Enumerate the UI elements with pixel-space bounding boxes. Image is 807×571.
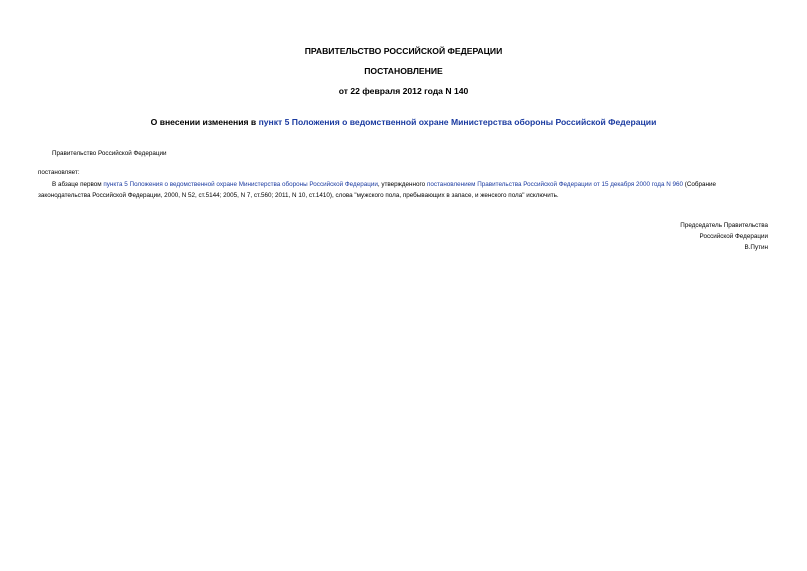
signature-line-1: Председатель Правительства (680, 222, 768, 229)
title-link[interactable]: пункт 5 Положения о ведомственной охране Министерства обороны Российской Федерации (258, 117, 657, 127)
title-prefix: О внесении изменения в (150, 117, 259, 127)
decree-link[interactable]: постановлением Правительства Российской Федерации от 15 декабря 2000 года N 960 (426, 181, 684, 188)
regulation-link[interactable]: пункта 5 Положения о ведомственной охране Министерства обороны Российской Федерации (103, 181, 378, 188)
date-number-heading: от 22 февраля 2012 года N 140 (338, 86, 469, 96)
document-title (0, 117, 807, 128)
signature-block (680, 221, 768, 253)
authority-heading: ПРАВИТЕЛЬСТВО РОССИЙСКОЙ ФЕДЕРАЦИИ (304, 46, 503, 56)
resolves-text: постановляет: (38, 169, 80, 176)
para-mid: , утвержденного (377, 181, 427, 188)
signature-name: В.Путин (744, 243, 768, 251)
para-prefix: В абзаце первом (52, 181, 104, 188)
main-paragraph (38, 180, 770, 202)
document-type-heading: ПОСТАНОВЛЕНИЕ (364, 66, 443, 76)
signature-line-2: Российской Федерации (699, 232, 768, 240)
para-suffix: (Собрание законодательства Российской Федерации, 2000, N 52, ст.5144; 2005, N 7, ст.560; 2011, N 10, ст.1410), слова "мужского пола, пребывающих в запасе, и женского пола" исключить. (38, 181, 717, 199)
intro-text: Правительство Российской Федерации (52, 150, 167, 157)
